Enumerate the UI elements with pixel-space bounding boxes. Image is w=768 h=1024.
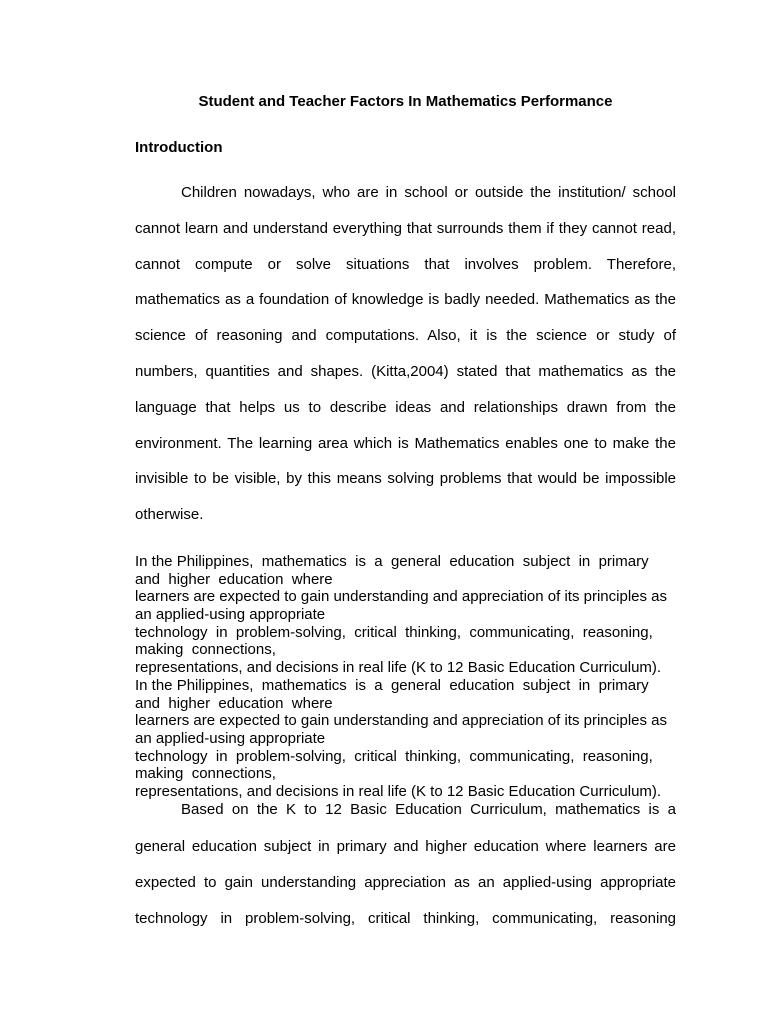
paragraph-line: Children nowadays, who are in school or outside the institution/ school: [181, 184, 676, 201]
section-heading-introduction: Introduction: [135, 139, 223, 156]
paragraph-line: representations, and decisions in real life (K to 12 Basic Education Curriculum).: [135, 782, 662, 800]
paragraph-line: numbers, quantities and shapes. (Kitta,2004) stated that mathematics as the: [135, 362, 676, 380]
paragraph-line: invisible to be visible, by this means solving problems that would be impossible: [135, 470, 676, 488]
paragraph-line: Based on the K to 12 Basic Education Curriculum, mathematics is a: [181, 801, 676, 818]
document-title: Student and Teacher Factors In Mathematics Performance: [198, 93, 613, 110]
paragraph-line: environment. The learning area which is Mathematics enables one to make the: [135, 434, 676, 452]
single-spaced-block: [135, 553, 695, 801]
paragraph-line: technology in problem-solving, critical thinking, communicating, reasoning,: [135, 623, 653, 641]
paragraph-line: making connections,: [135, 641, 276, 659]
paragraph-line: technology in problem-solving, critical thinking, communicating, reasoning: [135, 909, 676, 927]
paragraph-line: learners are expected to gain understanding and appreciation of its principles as: [135, 588, 668, 606]
paragraph-line: and higher education where: [135, 570, 333, 588]
paragraph-line: otherwise.: [135, 506, 204, 524]
paragraph-line: cannot learn and understand everything that surrounds them if they cannot read,: [135, 219, 676, 237]
paragraph-line: general education subject in primary and higher education where learners are: [135, 838, 676, 855]
paragraph-1: [135, 175, 676, 533]
paragraph-line: and higher education where: [135, 694, 333, 712]
paragraph-line: mathematics as a foundation of knowledge is badly needed. Mathematics as the: [135, 291, 676, 309]
paragraph-2: [135, 829, 676, 936]
paragraph-line: technology in problem-solving, critical thinking, communicating, reasoning,: [135, 747, 653, 765]
paragraph-line: an applied-using appropriate: [135, 606, 326, 624]
paragraph-line: In the Philippines, mathematics is a general education subject in primary: [135, 553, 649, 570]
paragraph-line: learners are expected to gain understanding and appreciation of its principles as: [135, 712, 668, 730]
paragraph-line: making connections,: [135, 765, 276, 783]
paragraph-line: science of reasoning and computations. Also, it is the science or study of: [135, 327, 676, 345]
paragraph-line: an applied-using appropriate: [135, 729, 326, 747]
paragraph-line: expected to gain understanding appreciation as an applied-using appropriate: [135, 873, 676, 891]
paragraph-line: cannot compute or solve situations that involves problem. Therefore,: [135, 255, 676, 273]
paragraph-line: language that helps us to describe ideas and relationships drawn from the: [135, 398, 676, 416]
paragraph-line: representations, and decisions in real life (K to 12 Basic Education Curriculum).: [135, 659, 662, 677]
paragraph-line: In the Philippines, mathematics is a general education subject in primary: [135, 676, 649, 694]
paragraph-2-first-line: [135, 801, 676, 819]
